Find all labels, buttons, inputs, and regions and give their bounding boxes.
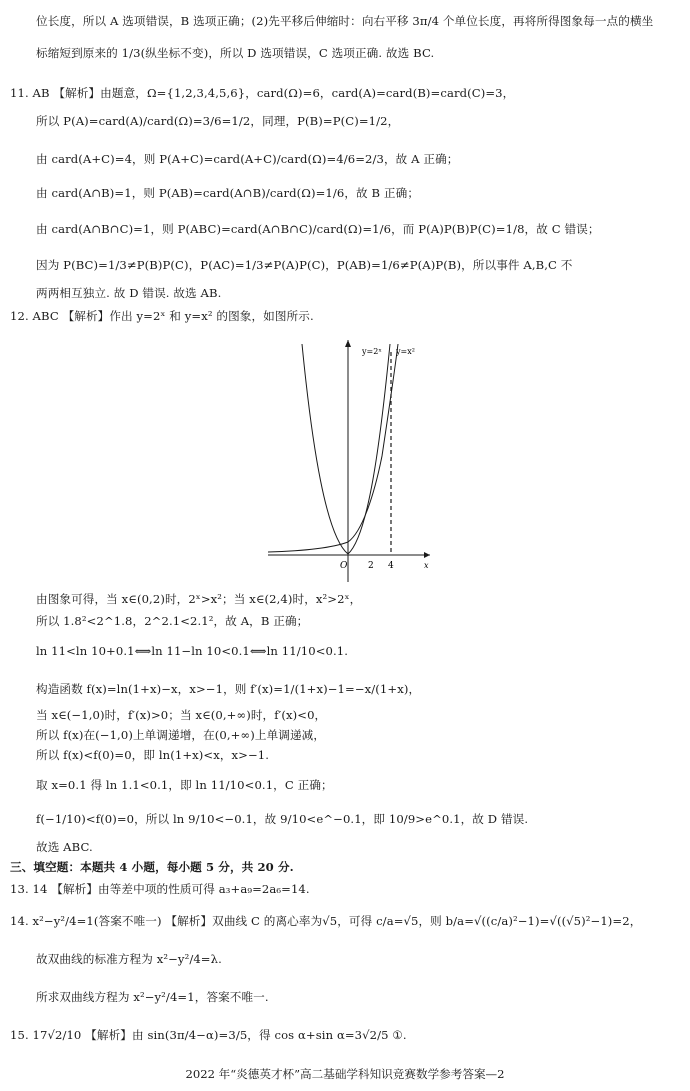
text-line: 所以 1.8²<2^1.8，2^2.1<2.1²，故 A，B 正确； [36, 614, 309, 628]
question-14-line: 14. x²−y²/4=1(答案不唯一) 【解析】双曲线 C 的离心率为√5，可得 c/a=√5，则 b/a=√((c/a)²−1)=√((√5)²−1)=2， [10, 914, 642, 928]
curve-x-squared [302, 344, 390, 554]
text-line: 当 x∈(−1,0)时，f′(x)>0；当 x∈(0,+∞)时，f′(x)<0， [36, 708, 327, 722]
text-line: ln 11<ln 10+0.1⟺ln 11−ln 10<0.1⟺ln 11/10<0.1. [36, 644, 349, 658]
label-2-power-x: y=2ˣ [362, 347, 382, 356]
text-line: 标缩短到原来的 1/3(纵坐标不变)，所以 D 选项错误，C 选项正确. 故选 BC. [36, 46, 435, 60]
tick-label-2: 2 [368, 561, 374, 571]
text-line: 所求双曲线方程为 x²−y²/4=1，答案不唯一. [36, 990, 269, 1004]
curve-2-power-x [268, 344, 398, 552]
text-line: 因为 P(BC)=1/3≠P(B)P(C)，P(AC)=1/3≠P(A)P(C)，P(AB)=1/6≠P(A)P(B)，所以事件 A,B,C 不 [36, 258, 573, 272]
x-axis-arrow [424, 552, 430, 558]
text-line: 取 x=0.1 得 ln 1.1<0.1，即 ln 11/10<0.1，C 正确； [36, 778, 333, 792]
text-line: 所以 f(x)在(−1,0)上单调递增，在(0,+∞)上单调递减， [36, 728, 326, 742]
text-line: 故双曲线的标准方程为 x²−y²/4=λ. [36, 952, 222, 966]
exp-vs-square-graph [262, 336, 432, 584]
text-line: 构造函数 f(x)=ln(1+x)−x，x>−1，则 f′(x)=1/(1+x)−1=−x/(1+x)， [36, 682, 421, 696]
text-line: 故选 ABC. [36, 840, 93, 854]
y-axis-arrow [345, 340, 351, 347]
text-line: 由 card(A∩B∩C)=1，则 P(ABC)=card(A∩B∩C)/card(Ω)=1/6，而 P(A)P(B)P(C)=1/8，故 C 错误； [36, 222, 600, 236]
text-line: 所以 f(x)<f(0)=0，即 ln(1+x)<x，x>−1. [36, 748, 270, 762]
x-axis-label: x [424, 561, 429, 570]
section-header-fill-in: 三、填空题：本题共 4 小题，每小题 5 分，共 20 分. [10, 860, 294, 874]
text-line: 两两相互独立. 故 D 错误. 故选 AB. [36, 286, 222, 300]
tick-label-4: 4 [388, 561, 394, 571]
text-line: 所以 P(A)=card(A)/card(Ω)=3/6=1/2，同理，P(B)=P(C)=1/2， [36, 114, 400, 128]
question-11-line: 11. AB 【解析】由题意，Ω={1,2,3,4,5,6}，card(Ω)=6，card(A)=card(B)=card(C)=3， [10, 86, 515, 100]
page-footer: 2022 年“炎德英才杯”高二基础学科知识竞赛数学参考答案—2 [185, 1067, 505, 1081]
text-line: 由图象可得，当 x∈(0,2)时，2ˣ>x²；当 x∈(2,4)时，x²>2ˣ， [36, 592, 362, 606]
question-15-line: 15. 17√2/10 【解析】由 sin(3π/4−α)=3/5，得 cos α+sin α=3√2/5 ①. [10, 1028, 407, 1042]
question-12-line: 12. ABC 【解析】作出 y=2ˣ 和 y=x² 的图象，如图所示. [10, 309, 314, 323]
label-x-squared: y=x² [396, 347, 415, 356]
origin-label: O [340, 561, 348, 571]
text-line: 由 card(A∩B)=1，则 P(AB)=card(A∩B)/card(Ω)=1/6，故 B 正确； [36, 186, 420, 200]
text-line: f(−1/10)<f(0)=0，所以 ln 9/10<−0.1，故 9/10<e^−0.1，即 10/9>e^0.1，故 D 错误. [36, 812, 529, 826]
text-line: 由 card(A+C)=4，则 P(A+C)=card(A+C)/card(Ω)=4/6=2/3，故 A 正确； [36, 152, 459, 166]
text-line: 位长度，所以 A 选项错误，B 选项正确；(2)先平移后伸缩时：向右平移 3π/4 个单位长度，再将所得图象每一点的横坐 [36, 14, 654, 28]
question-13-line: 13. 14 【解析】由等差中项的性质可得 a₃+a₉=2a₆=14. [10, 882, 310, 896]
